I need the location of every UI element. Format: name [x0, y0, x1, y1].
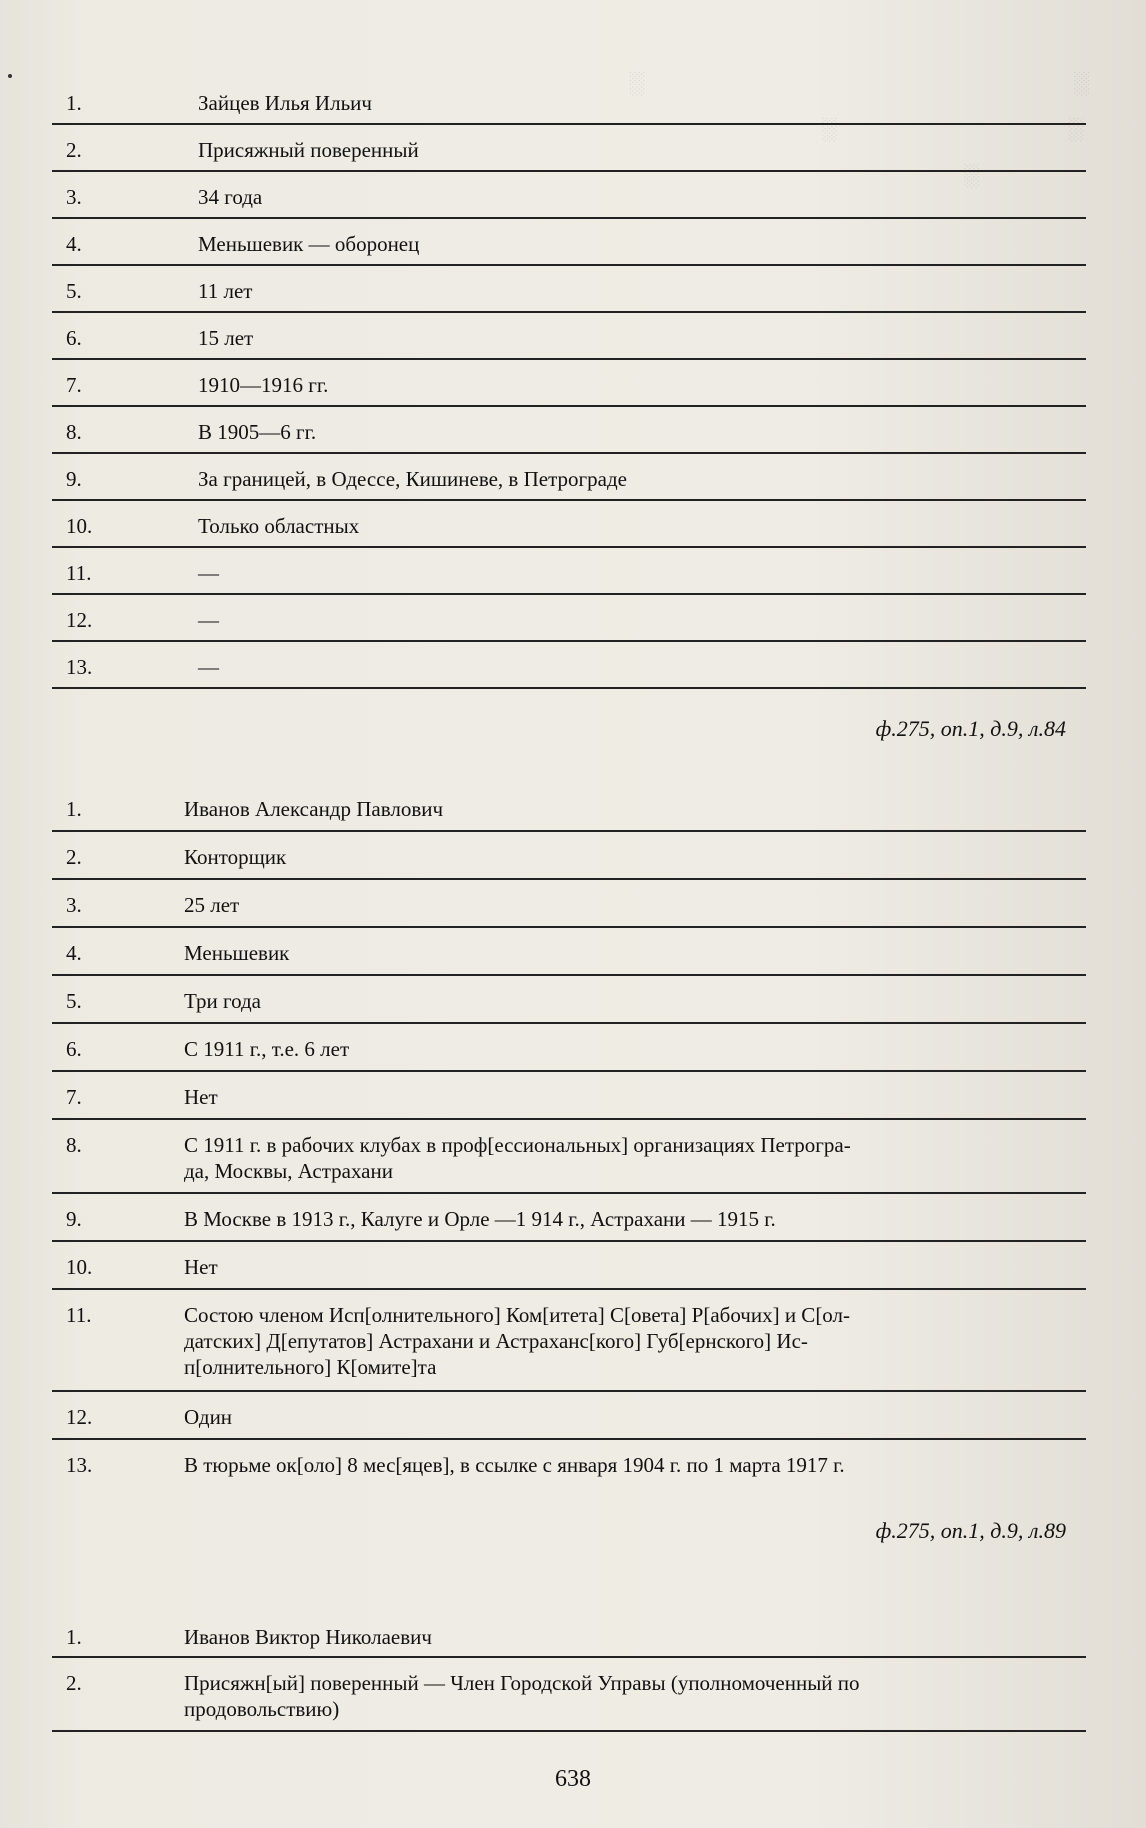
table-row — [52, 266, 1086, 313]
table-row — [52, 1440, 1086, 1486]
table-row — [52, 313, 1086, 360]
row-value: В тюрьме ок[оло] 8 мес[яцев], в ссылке с января 1904 г. по 1 марта 1917 г. — [184, 1453, 845, 1477]
row-number: 2. — [66, 845, 82, 869]
row-value: За границей, в Одессе, Кишиневе, в Петрограде — [198, 467, 627, 491]
row-number: 10. — [66, 514, 93, 538]
row-number: 4. — [66, 941, 82, 965]
row-value: Нет — [184, 1085, 218, 1109]
table-row — [52, 880, 1086, 928]
table-row — [52, 928, 1086, 976]
row-value: Меньшевик — [184, 941, 290, 965]
page-number: 638 — [555, 1766, 591, 1792]
row-value: Меньшевик — оборонец — [198, 232, 420, 256]
table-row — [52, 407, 1086, 454]
row-value: С 1911 г., т.е. 6 лет — [184, 1037, 350, 1061]
table-row — [52, 784, 1086, 832]
row-value: 15 лет — [198, 326, 254, 350]
table-row — [52, 642, 1086, 689]
archive-reference: ф.275, оп.1, д.9, л.89 — [875, 1518, 1066, 1543]
entry-block-1 — [52, 78, 1086, 689]
row-number: 10. — [66, 1255, 93, 1279]
row-number: 12. — [66, 608, 93, 632]
row-number: 7. — [66, 1085, 82, 1109]
row-number: 1. — [66, 91, 82, 115]
row-number: 3. — [66, 893, 82, 917]
row-value: В Москве в 1913 г., Калуге и Орле —1 914 г., Астрахани — 1915 г. — [184, 1207, 776, 1231]
table-row — [52, 1072, 1086, 1120]
row-value: Присяжный поверенный — [198, 138, 419, 162]
row-value: — — [198, 608, 219, 632]
row-number: 2. — [66, 1671, 82, 1695]
row-number: 13. — [66, 655, 93, 679]
table-row — [52, 172, 1086, 219]
row-number: 7. — [66, 373, 82, 397]
row-value: Один — [184, 1405, 233, 1429]
table-row — [52, 219, 1086, 266]
row-value: Зайцев Илья Ильич — [198, 91, 372, 115]
row-number: 11. — [66, 561, 92, 585]
table-row — [52, 976, 1086, 1024]
row-number: 9. — [66, 467, 82, 491]
entry-block-2 — [52, 784, 1086, 1486]
row-number: 1. — [66, 1625, 82, 1649]
entry-block-3 — [52, 1612, 1086, 1732]
row-value: Иванов Александр Павлович — [184, 797, 444, 821]
row-value: Иванов Виктор Николаевич — [184, 1625, 432, 1649]
table-row — [52, 1242, 1086, 1290]
row-value: — — [198, 655, 219, 679]
row-value: 1910—1916 гг. — [198, 373, 329, 397]
row-number: 4. — [66, 232, 82, 256]
row-number: 8. — [66, 1133, 82, 1157]
row-value: Три года — [184, 989, 262, 1013]
table-row — [52, 1194, 1086, 1242]
row-value: 34 года — [198, 185, 263, 209]
archive-reference: ф.275, оп.1, д.9, л.84 — [875, 716, 1066, 741]
bleed-through-shadow: ░ ░ ░ ░ ░ — [629, 70, 1090, 187]
row-value: 11 лет — [198, 279, 253, 303]
table-row — [52, 1290, 1086, 1392]
table-row — [52, 125, 1086, 172]
table-row — [52, 1024, 1086, 1072]
table-row — [52, 78, 1086, 125]
table-row — [52, 454, 1086, 501]
row-value: — — [198, 561, 219, 585]
row-number: 8. — [66, 420, 82, 444]
row-number: 11. — [66, 1303, 92, 1327]
table-row — [52, 501, 1086, 548]
table-row — [52, 832, 1086, 880]
table-row — [52, 1392, 1086, 1440]
row-value: С 1911 г. в рабочих клубах в проф[ессиональных] организациях Петрогра- да, Москвы, Астрахани — [184, 1133, 851, 1183]
table-row — [52, 1658, 1086, 1732]
row-number: 2. — [66, 138, 82, 162]
row-number: 1. — [66, 797, 82, 821]
row-number: 12. — [66, 1405, 93, 1429]
row-number: 5. — [66, 989, 82, 1013]
row-value: В 1905—6 гг. — [198, 420, 317, 444]
row-number: 6. — [66, 326, 82, 350]
table-row — [52, 1612, 1086, 1658]
row-value: Нет — [184, 1255, 218, 1279]
table-row — [52, 548, 1086, 595]
table-row — [52, 360, 1086, 407]
row-value: Присяжн[ый] поверенный — Член Городской Управы (уполномоченный по продовольствию) — [184, 1671, 860, 1721]
row-value: Только областных — [198, 514, 360, 538]
table-row — [52, 1120, 1086, 1194]
row-number: 5. — [66, 279, 82, 303]
row-number: 9. — [66, 1207, 82, 1231]
row-value: 25 лет — [184, 893, 240, 917]
table-row — [52, 595, 1086, 642]
row-number: 3. — [66, 185, 82, 209]
row-number: 13. — [66, 1453, 93, 1477]
ink-speck — [8, 74, 12, 78]
row-value: Конторщик — [184, 845, 287, 869]
row-number: 6. — [66, 1037, 82, 1061]
row-value: Состою членом Исп[олнительного] Ком[итета] С[овета] Р[абочих] и С[ол- датских] Д[епутатов] Астрахани и Астраханс[кого] Губ[ернского] Ис- п[олнительного] К[омите]та — [184, 1303, 851, 1379]
